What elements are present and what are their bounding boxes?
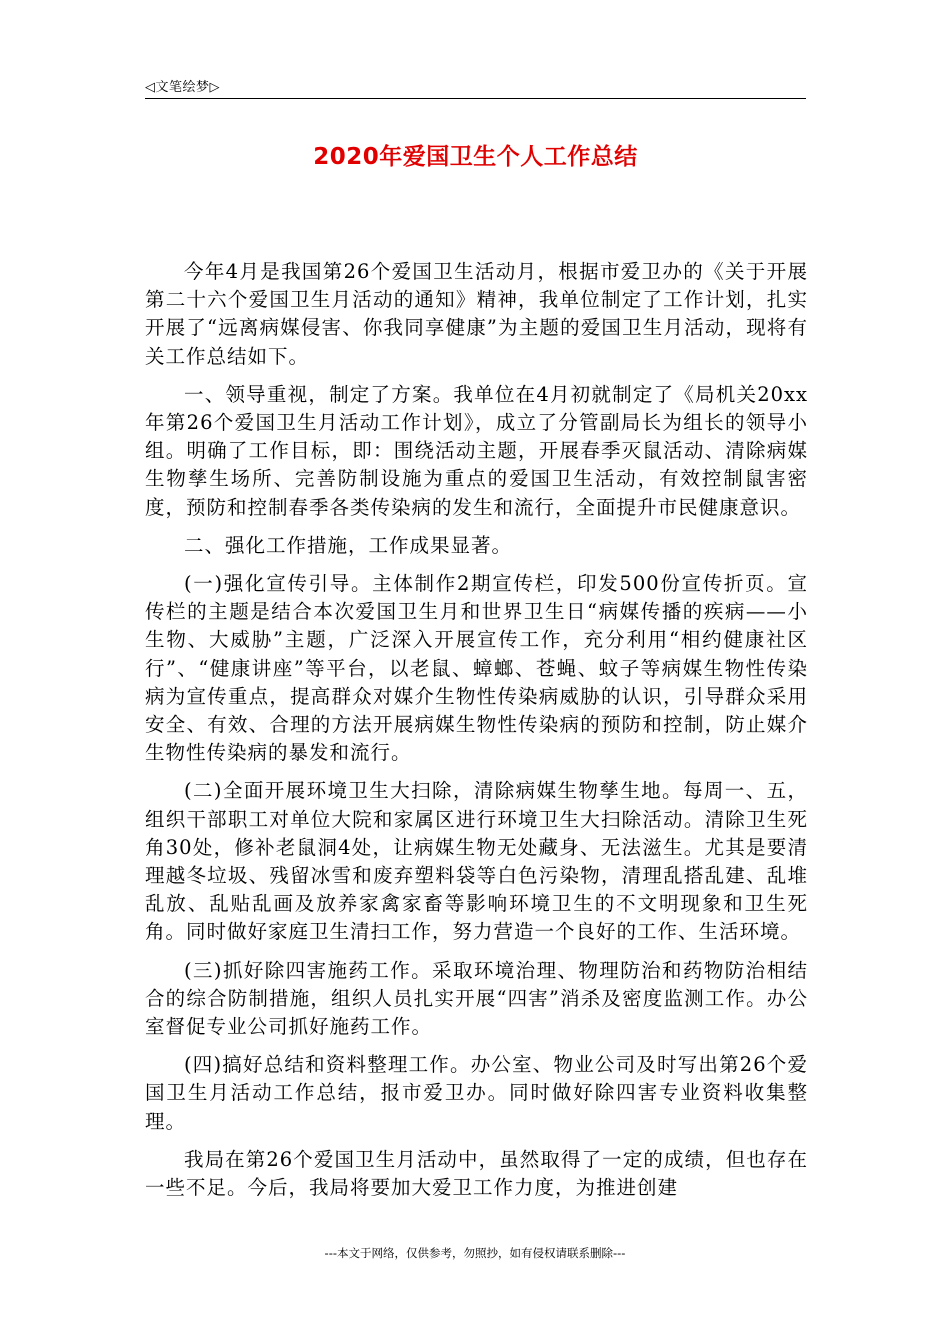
paragraph-closing: 我局在第26个爱国卫生月活动中，虽然取得了一定的成绩，但也存在一些不足。今后，我局将要加大爱卫工作力度，为推进创建 [145, 1147, 808, 1200]
paragraph-item-1: (一)强化宣传引导。主体制作2期宣传栏，印发500份宣传折页。宣传栏的主题是结合本次爱国卫生月和世界卫生日“病媒传播的疾病——小生物、大威胁”主题，广泛深入开展宣传工作，充分利用“相约健康社区行”、“健康讲座”等平台，以老鼠、蟑螂、苍蝇、蚊子等病媒生物性传染病为宣传重点，提高群众对媒介生物性传染病威胁的认识，引导群众采用安全、有效、合理的方法开展病媒生物性传染病的预防和控制，防止媒介生物性传染病的暴发和流行。 [145, 572, 808, 765]
paragraph-intro: 今年4月是我国第26个爱国卫生活动月，根据市爱卫办的《关于开展第二十六个爱国卫生月活动的通知》精神，我单位制定了工作计划，扎实开展了“远离病媒侵害、你我同享健康”为主题的爱国卫生月活动，现将有关工作总结如下。 [145, 260, 808, 368]
document-body [145, 258, 808, 1212]
paragraph-section-1: 一、领导重视，制定了方案。我单位在4月初就制定了《局机关20xx年第26个爱国卫生月活动工作计划》，成立了分管副局长为组长的领导小组。明确了工作目标，即：围绕活动主题，开展春季灭鼠活动、清除病媒生物孳生场所、完善防制设施为重点的爱国卫生活动，有效控制鼠害密度，预防和控制春季各类传染病的发生和流行，全面提升市民健康意识。 [145, 382, 808, 519]
paragraph-item-4: (四)搞好总结和资料整理工作。办公室、物业公司及时写出第26个爱国卫生月活动工作总结，报市爱卫办。同时做好除四害专业资料收集整理。 [145, 1053, 808, 1133]
page-footer-disclaimer: ---本文于网络，仅供参考，勿照抄，如有侵权请联系删除--- [324, 1246, 626, 1260]
paragraph-item-3: (三)抓好除四害施药工作。采取环境治理、物理防治和药物防治相结合的综合防制措施，组织人员扎实开展“四害”消杀及密度监测工作。办公室督促专业公司抓好施药工作。 [145, 958, 808, 1039]
document-title: 2020年爱国卫生个人工作总结 [313, 144, 638, 170]
page-header [145, 72, 806, 99]
header-brand-text: ◁文笔绘梦▷ [145, 80, 220, 95]
paragraph-item-2: (二)全面开展环境卫生大扫除，清除病媒生物孳生地。每周一、五，组织干部职工对单位大院和家属区进行环境卫生大扫除活动。清除卫生死角30处，修补老鼠洞4处，让病媒生物无处藏身、无法滋生。尤其是要清理越冬垃圾、残留冰雪和废弃塑料袋等白色污染物，清理乱搭乱建、乱堆乱放、乱贴乱画及放养家禽家畜等影响环境卫生的不文明现象和卫生死角。同时做好家庭卫生清扫工作，努力营造一个良好的工作、生活环境。 [145, 779, 808, 944]
paragraph-section-2-heading: 二、强化工作措施，工作成果显著。 [184, 533, 513, 557]
